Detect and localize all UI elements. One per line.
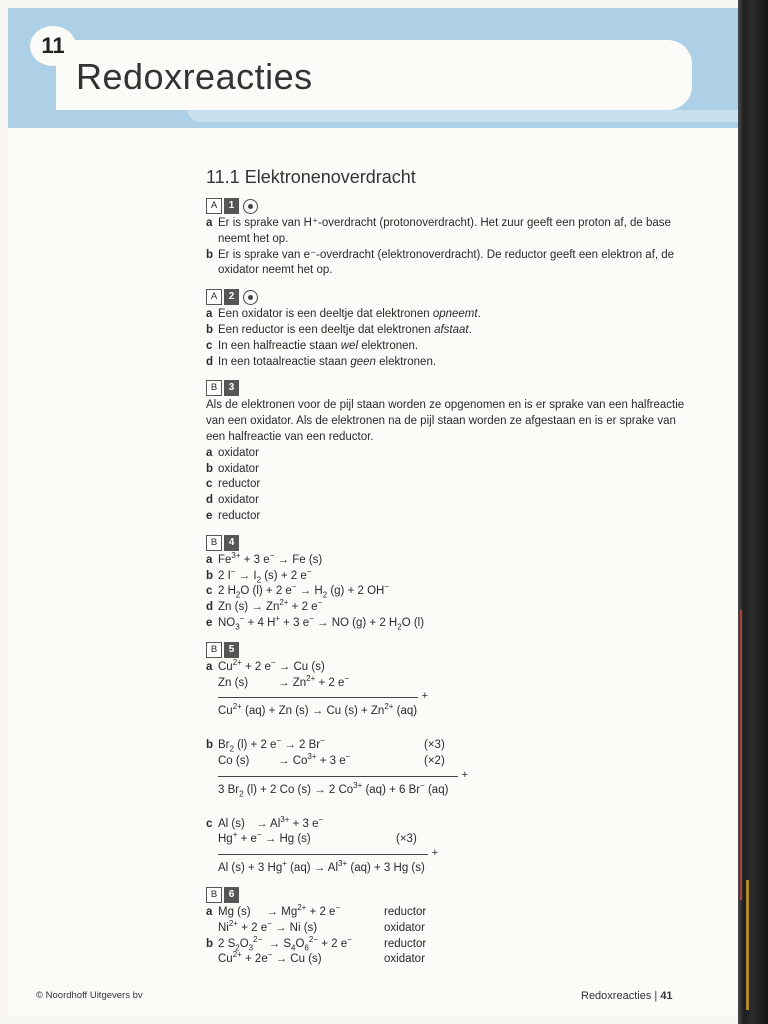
answer-text: In een halfreactie staan (218, 339, 341, 352)
role-label: oxidator (384, 953, 425, 966)
total-reaction: Al (s) + 3 Hg+ $(aq) \to Al^{3+}$ (aq) + 3 Hg (s) (218, 859, 425, 875)
footer-separator: | (654, 990, 658, 1002)
answer-text: Een reductor is een deeltje dat elektronen (218, 323, 435, 336)
item-letter: e (206, 509, 213, 522)
emphasis: afstaat (434, 323, 469, 336)
total-reaction: 3 $Br_2$ (l) + 2 Co (s) → 2 $Co^{3+}$ (aq) + 6 Br− (aq) (218, 780, 449, 799)
half-reaction: Zn (s) (218, 676, 249, 689)
equation-item (206, 550, 696, 569)
book-spine (738, 0, 768, 1024)
plus-sign: + (461, 768, 468, 781)
half-reaction-product: → $Zn^{2+} + 2$ e− (278, 673, 350, 689)
target-icon (243, 290, 258, 305)
answer-item (206, 446, 696, 462)
item-letter: b (206, 937, 214, 950)
sum-line (218, 768, 468, 781)
answer-item (206, 509, 696, 525)
emphasis: wel (340, 339, 359, 352)
redox-sum-b (206, 738, 696, 798)
equation: 2 $H_2O$ (l) + 2 $e^- \to H_2$ (g) + 2 OH− (218, 582, 390, 600)
item-letter: c (206, 585, 213, 598)
exercise-tag (206, 887, 696, 903)
equation-item (206, 952, 696, 968)
item-letter: a (206, 308, 213, 321)
sum-line (218, 847, 438, 860)
equation-item (206, 918, 696, 937)
half-reaction: $Cu^{2+} + 2$ e− → Cu (s) (218, 657, 325, 673)
half-reaction-product: → $Al^{3+} + 3$ e− (256, 814, 324, 830)
level-label: B (206, 642, 222, 658)
equation: 2 $I^- \to I_2$ (s) + 2 e− (218, 566, 312, 584)
equation: Zn $(s) \to Zn^{2+} + 2$ e− (218, 598, 323, 614)
answer-text: In een totaalreactie staan (218, 355, 351, 368)
running-title: Redoxreacties (581, 990, 652, 1002)
answer-item (206, 307, 696, 323)
answer-text: oxidator (218, 494, 259, 507)
half-reaction-product: → $Co^{3+} + 3$ e− (278, 752, 351, 767)
answer-item (206, 477, 696, 493)
exercise-3 (206, 380, 696, 524)
redox-sum-c (206, 814, 696, 877)
answer-item (206, 216, 696, 248)
header-stripe (188, 110, 738, 122)
answer-text: oxidator (218, 462, 259, 475)
redox-sum-a (206, 657, 696, 720)
level-label: B (206, 887, 222, 903)
equation-item (206, 934, 696, 953)
answer-text: Er is sprake van H⁺-overdracht (protonoverdracht). Het zuur geeft een proton af, de base neemt het op. (218, 217, 671, 245)
item-letter: a (206, 660, 213, 673)
emphasis: geen (350, 355, 376, 368)
multiplier: (×3) (396, 833, 417, 846)
item-letter: d (206, 494, 214, 507)
item-letter: a (206, 217, 213, 229)
equation: $Fe^{3+} + 3$ e− → Fe (s) (218, 550, 323, 566)
item-letter: a (206, 446, 213, 459)
answer-text: reductor (218, 509, 261, 522)
target-icon (243, 199, 258, 214)
item-letter: a (206, 905, 213, 918)
exercise-tag (206, 198, 696, 214)
half-reaction: Co (s) (218, 754, 250, 767)
answers-content (206, 166, 696, 978)
page (8, 8, 738, 1016)
item-letter: b (206, 462, 214, 475)
answer-text: oxidator (218, 446, 259, 459)
answer-item (206, 339, 696, 355)
item-letter: b (206, 739, 214, 752)
exercise-6 (206, 887, 696, 968)
item-letter: d (206, 355, 214, 368)
exercise-intro: Als de elektronen voor de pijl staan worden ze opgenomen en is er sprake van een halfreactie van een oxidator. Als de elektronen na de pijl staan worden ze afgestaan en is er sprake van een halfreactie van een reductor. (206, 399, 685, 443)
sum-line (218, 690, 428, 703)
emphasis: opneemt (432, 308, 478, 321)
half-reaction: $Ni^{2+} + 2$ e− → Ni (s) (218, 918, 318, 934)
level-label: B (206, 535, 222, 551)
half-reaction: Mg (s) → $Mg^{2+} + 2$ e− (218, 903, 341, 918)
exercise-number: 2 (224, 289, 239, 305)
half-reaction: 2 $S_2O_3^{2-} \to S_4O_6^{2-} + 2$ e− (218, 934, 352, 952)
equation: $NO_3^- + 4$ H+ + 3 e− → NO (g) + 2 $H_2O$ (l) (218, 614, 425, 632)
role-label: reductor (384, 937, 427, 950)
answer-text-end: elektronen. (358, 339, 419, 352)
item-letter: e (206, 616, 213, 629)
role-label: oxidator (384, 921, 425, 934)
item-letter: b (206, 323, 214, 336)
item-letter: a (206, 553, 213, 566)
page-edge-red (740, 610, 742, 900)
level-label: A (206, 198, 222, 214)
item-letter: b (206, 248, 214, 261)
answer-text: reductor (218, 478, 261, 491)
item-letter: c (206, 478, 213, 491)
multiplier: (×2) (424, 754, 445, 767)
exercise-4 (206, 535, 696, 632)
answer-text: Een oxidator is een deeltje dat elektronen (218, 308, 433, 321)
chapter-number-badge: 11 (30, 26, 76, 66)
publisher-credit: © Noordhoff Uitgevers bv (36, 990, 143, 1001)
equation-item (206, 566, 696, 585)
exercise-5 (206, 642, 696, 877)
role-label: reductor (384, 905, 427, 918)
item-letter: c (206, 339, 213, 352)
exercise-tag (206, 642, 696, 658)
page-edge-gold (746, 880, 749, 1010)
plus-sign: + (431, 847, 438, 860)
running-footer (581, 990, 673, 1002)
answer-text-end: . (477, 308, 481, 321)
half-reaction: Hg+ + e− → Hg (s) (218, 830, 311, 846)
answer-item (206, 493, 696, 509)
answer-text-end: . (468, 323, 472, 336)
answer-item (206, 355, 696, 371)
exercise-number: 3 (224, 380, 239, 396)
exercise-number: 6 (224, 887, 239, 903)
exercise-number: 5 (224, 642, 239, 658)
exercise-1 (206, 198, 696, 279)
exercise-number: 1 (224, 198, 239, 214)
item-letter: d (206, 601, 214, 614)
answer-item (206, 323, 696, 339)
equation-item (206, 905, 696, 921)
item-letter: b (206, 569, 214, 582)
equation-item (206, 616, 696, 632)
answer-item (206, 248, 696, 280)
half-reaction: $Cu^{2+} + 2e^- \to Cu$ (s) (218, 950, 322, 966)
exercise-2 (206, 289, 696, 370)
exercise-tag (206, 289, 696, 305)
exercise-number: 4 (224, 535, 239, 551)
answer-item (206, 462, 696, 478)
item-letter: c (206, 817, 213, 830)
half-reaction: $Br_2$ (l) + 2 e− → 2 Br− (218, 736, 325, 754)
multiplier: (×3) (424, 739, 445, 752)
answer-text: Er is sprake van e⁻-overdracht (elektronoverdracht). De reductor geeft een elektron af, de oxidator neemt het op. (218, 248, 675, 277)
level-label: B (206, 380, 222, 396)
section-title: 11.1 Elektronenoverdracht (206, 167, 416, 187)
page-number: 41 (660, 990, 673, 1002)
total-reaction: $Cu^{2+}$ (aq) + Zn (s) → Cu $(s) + Zn^{2+}$ (aq) (218, 702, 418, 718)
exercise-tag (206, 535, 696, 551)
chapter-title: Redoxreacties (76, 56, 313, 97)
answer-text-end: elektronen. (375, 355, 437, 368)
half-reaction: Al (s) (218, 817, 245, 830)
exercise-tag (206, 380, 696, 396)
plus-sign: + (421, 690, 428, 703)
level-label: A (206, 289, 222, 305)
